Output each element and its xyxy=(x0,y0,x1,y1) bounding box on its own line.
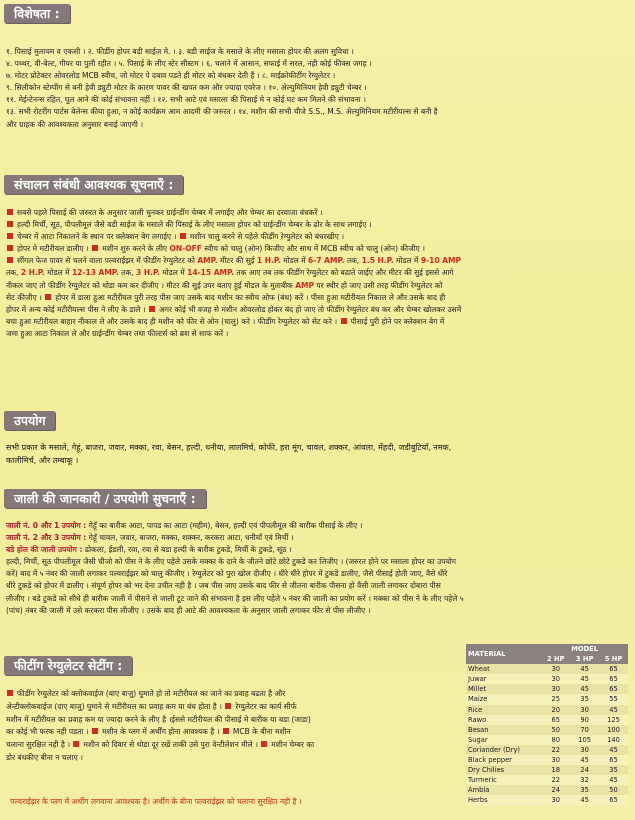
material-cell: Juwar xyxy=(466,674,541,684)
usage-header: उपयोग xyxy=(4,411,55,430)
capacity-cell: 24 xyxy=(541,785,570,795)
capacity-cell: 65 xyxy=(599,795,628,805)
table-row xyxy=(466,664,628,674)
table-header-hp: 3 HP xyxy=(570,654,599,664)
capacity-cell: 45 xyxy=(570,795,599,805)
table-row xyxy=(466,795,628,805)
capacity-cell: 45 xyxy=(599,705,628,715)
operation-line: हल्दी मिर्ची, सूठ, पीपलीमूल जैसे बडी साईज के मसाले की पिसाई के लीए मसाला होपर को ग्राईन्डींग चेम्बर के ढोर के साथ लगाईए । xyxy=(6,219,628,231)
features-line: ४. पथ्थर, वी-बेल्ट, गीयर या पुली रहीत । ५. पिसाई के लीए स्टेर सीस्टम । ६. चलाने में आसान, सफाई में सरल, नही कोई फीक्स जगह । xyxy=(6,59,372,69)
material-cell: Turmeric xyxy=(466,775,541,785)
capacity-cell: 55 xyxy=(599,694,628,704)
bullet-square-icon xyxy=(223,728,229,734)
table-row xyxy=(466,715,628,725)
capacity-cell: 45 xyxy=(570,684,599,694)
bullet-square-icon xyxy=(7,221,13,227)
capacity-cell: 65 xyxy=(599,684,628,694)
capacity-cell: 45 xyxy=(570,674,599,684)
material-cell: Maize xyxy=(466,694,541,704)
sieve-para: करें) बाद में ५ नंबर की जाली लगाकर पल्वराईझर को चालु कीजीए । रेग्युलेटर को पुरा खोल दीजीए । धीरे धीरे होपर में टुकडे डालीए, जैसे पीसाई होती जाए, वैसे धीरे xyxy=(6,569,448,579)
sieve-row: जाली नं. 2 और 3 उपयोग : गेहूँ चावल, जवार, बाजरा, मक्का, शक्कर, करकरा आटा, धनीयाँ एवं मिर्ची । xyxy=(6,533,294,543)
capacity-cell: 90 xyxy=(570,715,599,725)
bullet-square-icon xyxy=(73,741,79,747)
bullet-square-icon xyxy=(261,741,267,747)
capacity-cell: 30 xyxy=(570,705,599,715)
table-row xyxy=(466,745,628,755)
bullet-square-icon xyxy=(45,294,51,300)
capacity-cell: 30 xyxy=(570,745,599,755)
feeding-line: चलाना सुरक्षित नही है । मशीन को दिवार से थोडा दूर रखें ताकी उसे पुरा वेन्टीलेशन मीले । मशीन चेम्बर का xyxy=(6,740,315,750)
bullet-square-icon xyxy=(92,728,98,734)
operation-line: चेम्बर में आटा निकालने के स्थान पर क्लेक्शन बेग लगाईए । मशीन चालु करने से पहेले फीडींग रेग्युलेटर को बंधरखीए । xyxy=(6,231,628,243)
usage-line: सभी प्रकार के मसाले, गेहूं, बाजरा, जवार, मक्का, रवा, बेसन, हल्दी, धनीया, लालमिर्च, कोफी, हरा मूंग, चावल, शक्कर, आंवला, मेंहदी, जडीबुटियाँ, नमक, xyxy=(6,443,452,452)
capacity-cell: 45 xyxy=(599,745,628,755)
material-cell: Dry Chilies xyxy=(466,765,541,775)
operation-line: सेट कीजीए । होपर में डाला हुआ मटीरीयल पुरी तरह पीस जाए उसके बाद मशीन का स्वीच ओफ (बंध) करें । पीसा हुआ मटीरीयल निकाल ले और उसके बाद ही xyxy=(6,292,446,302)
capacity-cell: 22 xyxy=(541,775,570,785)
material-cell: Besan xyxy=(466,725,541,735)
operation-list xyxy=(6,207,628,340)
bullet-square-icon xyxy=(7,209,13,215)
capacity-cell: 65 xyxy=(599,755,628,765)
table-row xyxy=(466,735,628,745)
table-body xyxy=(466,664,628,805)
table-row xyxy=(466,674,628,684)
table-header-model: MODEL xyxy=(541,644,628,654)
features-line: १. पिसाई मुलायम व एकसी । २. फीडींग होपर बडी साईज मे. । ३. बडी साईज के मसाले के लीए मसाला होपर की अलग सुविधा । xyxy=(6,47,354,56)
features-line: ९. सिलीकोन स्टेम्पींग से बनी हेवी ड्युटी मोटर के कारण पावर की खपत कम और ज्यादा एवरेज । १०. अेल्युमिनियम हेवी ड्युटी चेम्बर । xyxy=(6,83,367,93)
table-row xyxy=(466,684,628,694)
bullet-square-icon xyxy=(7,257,13,263)
table-row xyxy=(466,785,628,795)
features-line: और ग्राहक की आवश्यकता अनुसार बनाई जाएगी । xyxy=(6,119,144,129)
table-row xyxy=(466,765,628,775)
capacity-cell: 30 xyxy=(541,755,570,765)
operation-line: होपर मे मटीरीयल डालीए । मशीन शुरु करने के लीए ON-OFF स्वीच को चालु (ओन) किजीए और साथ में MCB स्वीच को चालु (ओन) कीजीए । xyxy=(6,243,628,255)
capacity-cell: 20 xyxy=(541,705,570,715)
table-row xyxy=(466,755,628,765)
operation-line: जमा हुआ आटा निकाल ले और ग्राईन्डींग चेम्बर तथा फील्टर्स को ब्रश से साफ करें । xyxy=(6,328,229,338)
operation-line: बचा हुआ मटीरीयल बाहार नीकाल ले और उसके बाद ही मशीन को फीर से ओन (चालु) करे । फीडींग रेग्युलेटर को सेट करे । पीसाई पुरी होने पर क्लेक्शन बेग में xyxy=(6,316,445,326)
features-line: ७. मोटर प्रोटेक्टर ओवरलोड MCB स्वीच, जो मोटर पे दबाव पडते ही मोटर को बंधकर देती हैं । ८. माईक्रोफीटींग रेग्युलेटर । xyxy=(6,71,336,81)
capacity-cell: 30 xyxy=(541,664,570,674)
table-header-hp: 2 HP xyxy=(541,654,570,664)
bullet-square-icon xyxy=(7,233,13,239)
features-line: १३. सभी रोटरींग पार्टस बेलेन्स कीया हुआ, न कोई कार्यक्रम आम आदमी की जरुरत । १४. मशीन की सभी चीजे S.S., M.S. अेल्युमिनियम मटीरीयल्स से बनी है xyxy=(6,107,438,117)
bullet-square-icon xyxy=(180,233,186,239)
bullet-square-icon xyxy=(92,245,98,251)
material-cell: Black pepper xyxy=(466,755,541,765)
material-cell: Ambla xyxy=(466,785,541,795)
material-cell: Wheat xyxy=(466,664,541,674)
sieve-text xyxy=(6,520,628,617)
capacity-cell: 100 xyxy=(599,725,628,735)
material-cell: Sugar xyxy=(466,735,541,745)
material-cell: Coriander (Dry) xyxy=(466,745,541,755)
capacity-cell: 45 xyxy=(599,775,628,785)
sieve-row: बडे होल की जाली उपयोग : ढोकला, ईडली, रवा, रवा से बडा हल्दी के बारीक टुकडे, मिर्ची के टुकडे, सूंठ । xyxy=(6,545,292,555)
operation-line: तक, 2 H.P. मोडल में 12-13 AMP. तक, 3 H.P. मोडल में 14-15 AMP. तक आए तब तक फीडींग रेग्युलेटर को बढाते जाईए और मीटर की सुई इससे आगे xyxy=(6,268,454,278)
capacity-cell: 22 xyxy=(541,745,570,755)
table-row xyxy=(466,775,628,785)
capacity-cell: 80 xyxy=(541,735,570,745)
feeding-text xyxy=(6,688,456,765)
capacity-cell: 45 xyxy=(570,664,599,674)
feeding-line: फीडींग रेग्युलेटर को क्लोकवाईज (बाए बाजु) घुमाते हो तो मटीरीयल का जाने का प्रवाह बढता है और xyxy=(6,688,456,701)
capacity-cell: 45 xyxy=(570,755,599,765)
feeding-line: मशीन में मटीरीयल का प्रवाह कम या ज्यादा करने के लीए है ।ईससे मटीरीयल की पीसाई मे बारीक या बडा (जाडा) xyxy=(6,714,311,724)
capacity-cell: 30 xyxy=(541,674,570,684)
sieve-para: धीरे टुकडे को होपर में डालीए । संपूर्ण होपर को भर देना उचीत नही है । जब पीस जाए उसके बाद फीर से जीतना बारीक पीसना हो वैसी जाली लगाकर दोबारा पीस xyxy=(6,581,441,591)
sieve-row: जाली नं. 0 और 1 उपयोग : गेहूँ का बारीक आटा, पापड का आटा (महीम), बेसन, हल्दी एवं पीपलीमूल की बारीक पीसाई के लीए । xyxy=(6,521,363,530)
operation-line: होपर में अन्य कोई मटीरीयल्स पीस ने लीए के डाले । अगर कोई भी वजह से मशीन ओवरलोड होकर बंद हो जाए तो फीडींग रेग्युलेटर बंध कर और चेम्बर खोलकर उसमें xyxy=(6,304,462,314)
capacity-cell: 50 xyxy=(599,785,628,795)
material-cell: Millet xyxy=(466,684,541,694)
capacity-cell: 65 xyxy=(541,715,570,725)
capacity-cell: 125 xyxy=(599,715,628,725)
feeding-line: डोर बंधकीए बीना न चलाए । xyxy=(6,752,83,762)
capacity-cell: 105 xyxy=(570,735,599,745)
sieve-header: जाली की जानकारी / उपयोगी सुचनाएँ : xyxy=(4,489,206,508)
table-row xyxy=(466,705,628,715)
capacity-cell: 65 xyxy=(599,674,628,684)
operation-header: संचालन संबंधी आवश्यक सूचनाएँ : xyxy=(4,175,183,194)
capacity-cell: 35 xyxy=(570,785,599,795)
capacity-cell: 70 xyxy=(570,725,599,735)
material-cell: Rice xyxy=(466,705,541,715)
material-cell: Herbs xyxy=(466,795,541,805)
features-list xyxy=(6,46,628,131)
capacity-cell: 18 xyxy=(541,765,570,775)
operation-line: सबसे पहले पिसाई की जरुरत के अनुसार जाली चुनकर ग्राईन्डींग चेम्बर में लगाईए और चेम्बर का दरवाजा बंधकरें । xyxy=(6,207,628,219)
features-header: विशेषता : xyxy=(4,4,70,23)
table-row xyxy=(466,725,628,735)
operation-line: सींगल फेज पावर से चलने वाला पल्वराईझर में फीडींग रेग्युलेटर को AMP. मीटर की सुई 1 H.P. मोडल में 6-7 AMP. तक, 1.5 H.P. मोडल में 9-10 AMP xyxy=(6,255,628,267)
sieve-para: हल्दी, मिर्ची, सूठ पीपलीमूल जैसी चीजो को पीस ने के लीए पहेले उसके मक्का के दाने के जीतने छोटे छोटे टुकडे कर लिजीए । (जरुरत होने पर मसाला होपर का उपयोग xyxy=(6,557,456,567)
bullet-square-icon xyxy=(341,318,347,324)
capacity-cell: 50 xyxy=(541,725,570,735)
capacity-cell: 32 xyxy=(570,775,599,785)
material-cell: Rawo xyxy=(466,715,541,725)
sieve-para: (पांच) नंबर की जाली में उसे करकरा पीस लीजीए । उसके बाद ही आटे की आवश्यकता के अनुसार जाली लगाकर फीर से पीस लीजीए । xyxy=(6,605,371,615)
capacity-cell: 24 xyxy=(570,765,599,775)
sieve-para: लीजीए । बडे टुकडे को सीधे ही बारीक जाली में पीसने से जाली टूट जाने की संभावना है इस लीए पहेले ५ नंबर की जाली का प्रयोग करें । मक्का को पीस ने के लीए पहेले ५ xyxy=(6,593,464,603)
bullet-square-icon xyxy=(7,690,13,696)
capacity-cell: 35 xyxy=(570,694,599,704)
capacity-cell: 140 xyxy=(599,735,628,745)
footer-warning: पल्वराईझर के प्लग में अर्थीग लगवाना आवश्यक है। अर्थीग के बीना पल्वराईझर को चलाना सुरक्षित नही है । xyxy=(10,797,302,806)
bullet-square-icon xyxy=(7,245,13,251)
features-line: ११. मेईन्टेनन्स रहित, घुल आने की कोई संभावना नहीं । १२. सभी आटे एवं मसाला की पिसाई मे न कोई घट कम मिलने की संभावना । xyxy=(6,95,366,105)
usage-text xyxy=(6,441,628,467)
capacity-cell: 30 xyxy=(541,684,570,694)
operation-line: नीकल जाए तो फीडींग रेग्युलेटर को थोडा कम कर दीजीए । मीटर की सुई उपर बताए हुई मोडल के मुताबीक AMP पर स्थीर हो जाए उसी तरह फीडींग रेग्युलेटर को xyxy=(6,280,443,290)
feeding-line: अेन्टीक्लोकवाईज (दाए बाजु) घुमाने से मटीरीयल का प्रवाह कम या बंध होता है । रेग्युलेटर का कार्य सीर्फ xyxy=(6,701,297,711)
feeding-line: का कोई भी फरक नही पडता । मशीन के प्लग में अर्थींग होना आवश्यक है । MCB के बीना मशीन xyxy=(6,727,291,737)
feeding-header: फीटींग रेग्युलेटर सेटींग : xyxy=(4,656,132,675)
usage-line: कालीमिर्च, और तम्बाकू । xyxy=(6,456,79,465)
table-header-material: MATERIAL xyxy=(466,644,541,664)
table-header-hp: 5 HP xyxy=(599,654,628,664)
capacity-cell: 30 xyxy=(541,795,570,805)
table-row xyxy=(466,694,628,704)
bullet-square-icon xyxy=(225,703,231,709)
capacity-table xyxy=(466,644,628,806)
capacity-cell: 35 xyxy=(599,765,628,775)
bullet-square-icon xyxy=(149,306,155,312)
capacity-cell: 25 xyxy=(541,694,570,704)
capacity-cell: 65 xyxy=(599,664,628,674)
